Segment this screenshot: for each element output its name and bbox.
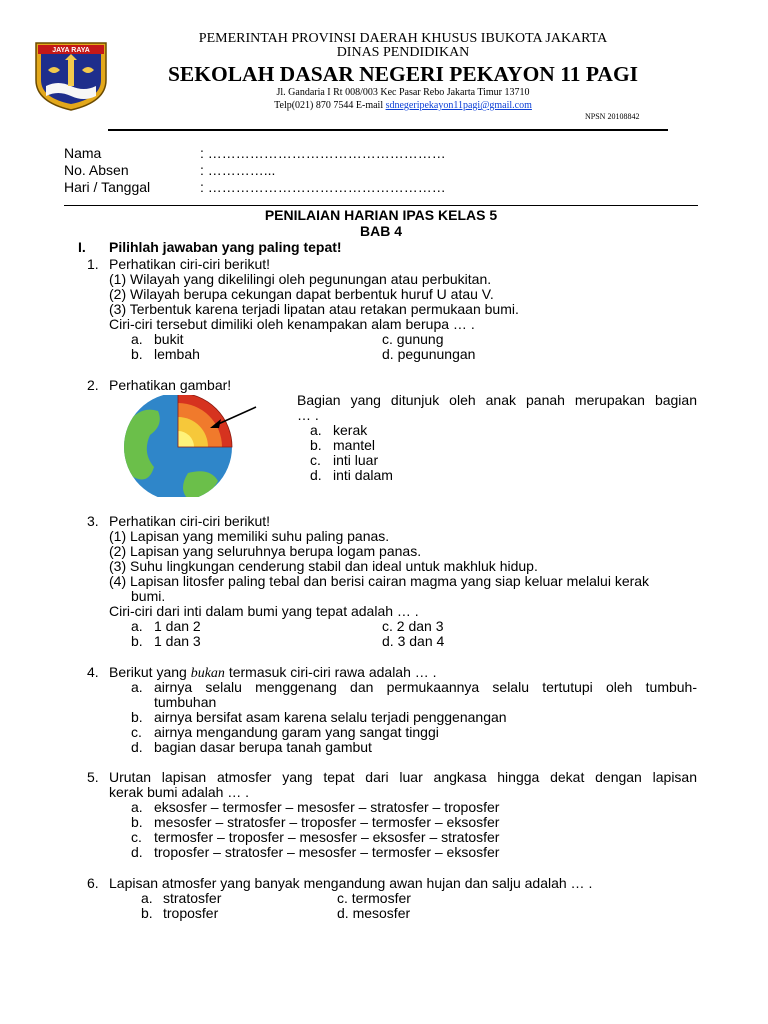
jakarta-crest-icon <box>32 40 110 112</box>
q2-intro: Perhatikan gambar! <box>109 377 232 393</box>
q3-option-c[interactable]: c. 2 dan 3 <box>382 618 444 634</box>
q4-option-d[interactable]: bagian dasar berupa tanah gambut <box>154 739 372 755</box>
q2-option-a[interactable]: kerak <box>333 422 368 438</box>
identity-label-name: Nama <box>64 145 102 161</box>
q3-item-2: (2) Lapisan yang seluruhnya berupa logam panas. <box>109 543 422 559</box>
q1-item-2: (2) Wilayah berupa cekungan dapat berbentuk huruf U atau V. <box>109 286 494 302</box>
identity-field-date[interactable]: : …………………………………………… <box>200 179 446 195</box>
exam-title: PENILAIAN HARIAN IPAS KELAS 5 <box>264 207 498 223</box>
q1-option-b[interactable]: lembah <box>154 346 200 362</box>
q1-item-3: (3) Terbentuk karena terjadi lipatan atau retakan permukaan bumi. <box>109 301 519 317</box>
q3-option-d[interactable]: d. 3 dan 4 <box>382 633 445 649</box>
q3-number: 3. <box>87 513 99 529</box>
q1-number: 1. <box>87 256 99 272</box>
header-npsn: NPSN 20108842 <box>585 112 640 121</box>
q1-intro: Perhatikan ciri-ciri berikut! <box>109 256 271 272</box>
q2-option-b-letter[interactable]: b. <box>310 437 322 453</box>
q4-option-c-letter[interactable]: c. <box>131 724 142 740</box>
q3-option-a[interactable]: 1 dan 2 <box>154 618 201 634</box>
q1-option-b-letter[interactable]: b. <box>131 346 143 362</box>
q1-option-a-letter[interactable]: a. <box>131 331 143 347</box>
earth-layers-image <box>118 395 288 497</box>
q6-option-b[interactable]: troposfer <box>163 905 219 921</box>
q6-option-a[interactable]: stratosfer <box>163 890 222 906</box>
q6-option-b-letter[interactable]: b. <box>141 905 153 921</box>
q2-option-b[interactable]: mantel <box>333 437 376 453</box>
q4-option-b[interactable]: airnya bersifat asam karena selalu terjadi penggenangan <box>154 709 507 725</box>
q3-option-b[interactable]: 1 dan 3 <box>154 633 201 649</box>
q1-option-c[interactable]: c. gunung <box>382 331 444 347</box>
identity-field-absen[interactable]: : …………... <box>200 162 276 178</box>
q5-option-b-letter[interactable]: b. <box>131 814 143 830</box>
q3-question: Ciri-ciri dari inti dalam bumi yang tepat adalah … . <box>109 603 419 619</box>
identity-field-name[interactable]: : …………………………………………… <box>200 145 446 161</box>
identity-label-absen: No. Absen <box>64 162 129 178</box>
q5-number: 5. <box>87 769 99 785</box>
header-phone: Telp(021) 870 7544 E-mail <box>274 100 384 111</box>
earth-cross-section-icon <box>118 395 288 497</box>
header-school-name: SEKOLAH DASAR NEGERI PEKAYON 11 PAGI <box>167 62 639 86</box>
header-divider <box>108 129 668 131</box>
q3-intro: Perhatikan ciri-ciri berikut! <box>109 513 271 529</box>
q5-option-d[interactable]: troposfer – stratosfer – mesosfer – termosfer – eksosfer <box>154 844 500 860</box>
q5-option-c-letter[interactable]: c. <box>131 829 142 845</box>
q6-number: 6. <box>87 875 99 891</box>
q2-option-d-letter[interactable]: d. <box>310 467 322 483</box>
q4-option-b-letter[interactable]: b. <box>131 709 143 725</box>
q5-option-d-letter[interactable]: d. <box>131 844 143 860</box>
q5-option-b[interactable]: mesosfer – stratosfer – troposfer – termosfer – eksosfer <box>154 814 500 830</box>
header-department: DINAS PENDIDIKAN <box>336 45 470 60</box>
q3-option-b-letter[interactable]: b. <box>131 633 143 649</box>
section-instruction: Pilihlah jawaban yang paling tepat! <box>109 239 342 255</box>
q5-option-a-letter[interactable]: a. <box>131 799 143 815</box>
q1-question: Ciri-ciri tersebut dimiliki oleh kenampakan alam berupa … . <box>109 316 475 332</box>
q4-option-a[interactable]: airnya selalu menggenang dan permukaannya selalu tertutupi oleh tumbuh- <box>154 679 697 695</box>
q5-option-c[interactable]: termosfer – troposfer – mesosfer – eksosfer – stratosfer <box>154 829 500 845</box>
q2-option-a-letter[interactable]: a. <box>310 422 322 438</box>
q4-option-d-letter[interactable]: d. <box>131 739 143 755</box>
q4-option-a-cont[interactable]: tumbuhan <box>154 694 217 710</box>
q3-item-4: (4) Lapisan litosfer paling tebal dan berisi cairan magma yang siap keluar melalui kerak <box>109 573 650 589</box>
identity-label-date: Hari / Tanggal <box>64 179 151 195</box>
identity-divider <box>64 205 698 206</box>
section-number: I. <box>78 239 86 255</box>
q4-question-emphasis: bukan <box>190 666 225 681</box>
q6-question: Lapisan atmosfer yang banyak mengandung awan hujan dan salju adalah … . <box>109 875 593 891</box>
header-government: PEMERINTAH PROVINSI DAERAH KHUSUS IBUKOTA JAKARTA <box>198 31 608 46</box>
q6-option-a-letter[interactable]: a. <box>141 890 153 906</box>
q5-question-line1: Urutan lapisan atmosfer yang tepat dari luar angkasa hingga dekat dengan lapisan <box>109 769 697 785</box>
q3-option-a-letter[interactable]: a. <box>131 618 143 634</box>
q1-option-d[interactable]: d. pegunungan <box>382 346 476 362</box>
header-email-link[interactable]: sdnegeripekayon11pagi@gmail.com <box>385 100 532 111</box>
header-address: Jl. Gandaria I Rt 008/003 Kec Pasar Rebo Jakarta Timur 13710 <box>276 87 530 98</box>
exam-chapter: BAB 4 <box>359 223 402 239</box>
q2-option-c-letter[interactable]: c. <box>310 452 321 468</box>
q4-question-post: termasuk ciri-ciri rawa adalah … . <box>224 664 437 680</box>
q4-option-c[interactable]: airnya mengandung garam yang sangat tinggi <box>154 724 439 740</box>
q1-option-a[interactable]: bukit <box>154 331 184 347</box>
q1-item-1: (1) Wilayah yang dikelilingi oleh pegunungan atau perbukitan. <box>109 271 492 287</box>
q3-item-1: (1) Lapisan yang memiliki suhu paling panas. <box>109 528 390 544</box>
q2-option-d[interactable]: inti dalam <box>333 467 393 483</box>
q4-question-pre: Berikut yang <box>109 664 191 680</box>
q3-item-4-cont: bumi. <box>131 588 166 604</box>
q2-question-line2: … . <box>297 407 319 423</box>
q2-number: 2. <box>87 377 99 393</box>
q2-question-line1: Bagian yang ditunjuk oleh anak panah merupakan bagian <box>297 392 697 408</box>
q6-option-c[interactable]: c. termosfer <box>337 890 411 906</box>
q3-item-3: (3) Suhu lingkungan cenderung stabil dan ideal untuk makhluk hidup. <box>109 558 538 574</box>
q4-option-a-letter[interactable]: a. <box>131 679 143 695</box>
q4-number: 4. <box>87 664 99 680</box>
q2-option-c[interactable]: inti luar <box>333 452 379 468</box>
q5-question-line2: kerak bumi adalah … . <box>109 784 250 800</box>
school-logo <box>32 40 110 112</box>
logo-text: JAYA RAYA <box>52 47 90 54</box>
q5-option-a[interactable]: eksosfer – termosfer – mesosfer – stratosfer – troposfer <box>154 799 500 815</box>
q6-option-d[interactable]: d. mesosfer <box>337 905 411 921</box>
